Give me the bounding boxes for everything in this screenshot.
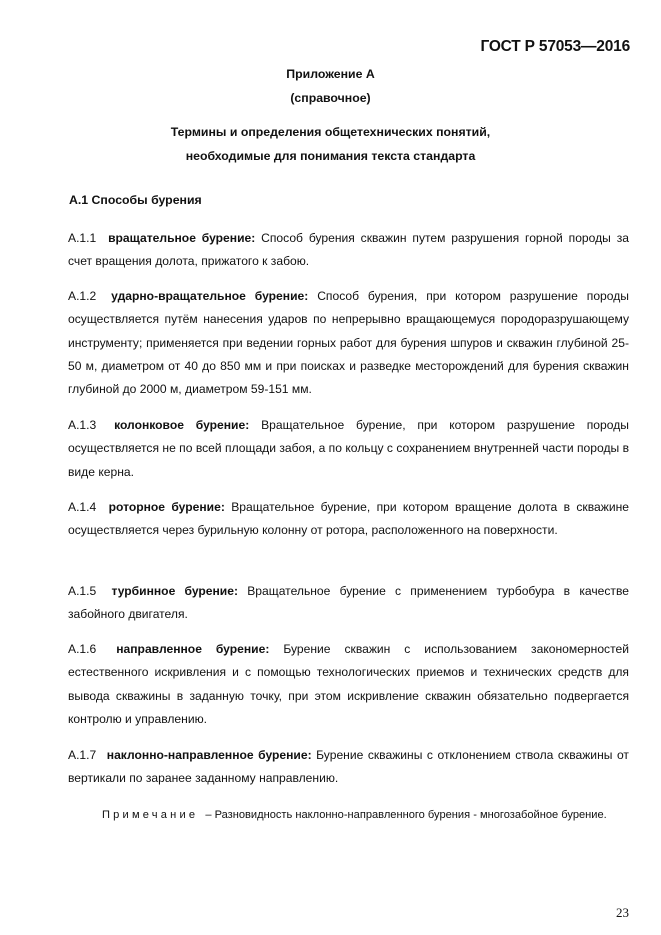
item-number: А.1.1 [68, 231, 97, 245]
item-number: А.1.3 [68, 418, 97, 432]
term-item-a16 [68, 638, 629, 731]
item-term: колонковое бурение: [114, 418, 250, 432]
note-label: Примечание [102, 809, 199, 821]
term-item-a17 [68, 744, 629, 791]
item-definition: Способ бурения, при котором разрушение породы осуществляется путём нанесения ударов по непрерывно вращающемуся породоразрушающему инструменту; применяется при ведении горных работ для бурения шпуров и скважин глубиной 25-50 м, диаметром от 40 до 850 мм и при поисках и разведке месторождений для бурения скважин глубиной до 2000 м, диаметром 59-151 мм. [68, 289, 629, 397]
item-definition: Бурение скважины с отклонением ствола скважины от вертикали по заранее заданному направлению. [68, 748, 629, 786]
term-item-a11 [68, 227, 629, 274]
term-item-a15 [68, 580, 629, 627]
appendix-heading-line2: необходимые для понимания текста стандарта [185, 149, 476, 163]
item-term: наклонно-направленное бурение: [106, 748, 312, 762]
item-number: А.1.5 [68, 584, 97, 598]
appendix-subtitle: (справочное) [290, 91, 371, 105]
item-number: А.1.4 [68, 500, 97, 514]
item-term: вращательное бурение: [108, 231, 256, 245]
item-number: А.1.6 [68, 642, 97, 656]
term-item-a14 [68, 496, 629, 543]
appendix-heading-line1: Термины и определения общетехнических понятий, [170, 125, 491, 139]
item-number: А.1.2 [68, 289, 97, 303]
item-definition: Способ бурения скважин путем разрушения горной породы за счет вращения долота, прижатого к забою. [68, 231, 629, 269]
page-number: 23 [616, 905, 629, 920]
item-definition: Вращательное бурение, при котором разрушение породы осуществляется не по всей площади забоя, а по кольцу с сохранением внутренней части породы в виде керна. [68, 418, 629, 479]
item-definition: Бурение скважин с использованием закономерностей естественного искривления и с помощью технологических приемов и технических средств для вывода скважины в заданную точку, при этом искривление скважин обязательно подвергается контролю и управлению. [68, 642, 629, 726]
item-term: роторное бурение: [108, 500, 225, 514]
item-term: ударно-вращательное бурение: [111, 289, 309, 303]
appendix-title: Приложение А [286, 67, 375, 81]
standard-number: ГОСТ Р 57053—2016 [480, 38, 630, 55]
term-item-a12 [68, 285, 629, 401]
item-number: А.1.7 [68, 748, 97, 762]
term-item-a13 [68, 414, 629, 484]
note-paragraph [68, 803, 629, 828]
item-definition: Вращательное бурение с применением турбобура в качестве забойного двигателя. [68, 584, 629, 622]
section-title: А.1 Способы бурения [69, 193, 202, 207]
item-term: турбинное бурение: [111, 584, 238, 598]
note-text: – Разновидность наклонно-направленного бурения - многозабойное бурение. [205, 809, 607, 821]
item-definition: Вращательное бурение, при котором вращение долота в скважине осуществляется через бурильную колонну от ротора, расположенного на поверхности. [68, 500, 629, 538]
item-term: направленное бурение: [116, 642, 270, 656]
